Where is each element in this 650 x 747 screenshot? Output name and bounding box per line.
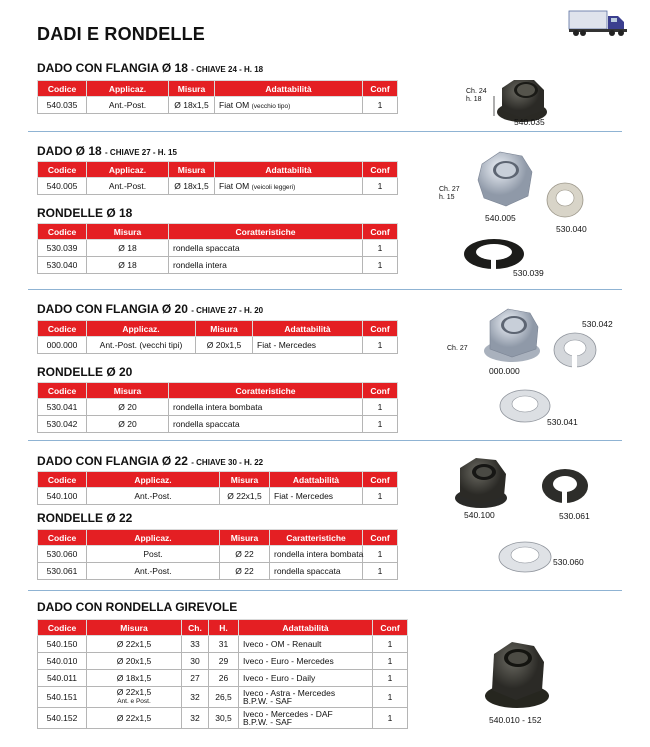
table-dado-flangia-22 [37, 471, 398, 505]
table-header-row: Codice Misura Coratteristiche Conf [38, 383, 398, 399]
product-code-label: 530.041 [547, 417, 578, 427]
table-row: 540.151 Ø 22x1,5 Ant. e Post. 32 26,5 Iveco - Astra - Mercedes B.P.W. - SAF 1 [38, 687, 408, 708]
product-code-label: 000.000 [489, 366, 520, 376]
table-dado-flangia-18 [37, 80, 398, 114]
section-title-dado-rondella-girevole: DADO CON RONDELLA GIREVOLE [37, 600, 238, 614]
table-row: 540.005 Ant.-Post. Ø 18x1,5 Fiat OM (veicoli leggeri) 1 [38, 178, 398, 195]
table-row: 540.100 Ant.-Post. Ø 22x1,5 Fiat - Mercedes 1 [38, 488, 398, 505]
section-divider [28, 590, 622, 591]
section-title-dado-flangia-22: DADO CON FLANGIA Ø 22 - CHIAVE 30 - H. 22 [37, 454, 264, 468]
section-divider [28, 289, 622, 290]
table-header-row: Codice Applicaz. Misura Caratteristiche Conf [38, 530, 398, 546]
table-row: 540.011 Ø 18x1,5 27 26 Iveco - Euro - Daily 1 [38, 670, 408, 687]
table-row: 540.010 Ø 20x1,5 30 29 Iveco - Euro - Mercedes 1 [38, 653, 408, 670]
table-row: 540.152 Ø 22x1,5 32 30,5 Iveco - Mercedes - DAF B.P.W. - SAF 1 [38, 708, 408, 729]
table-row: 540.150 Ø 22x1,5 33 31 Iveco - OM - Renault 1 [38, 636, 408, 653]
product-code-label: 540.100 [464, 510, 495, 520]
washer-photo [498, 387, 552, 425]
product-code-label: 540.005 [485, 213, 516, 223]
table-header-row: Codice Misura Ch. H. Adattabilità Conf [38, 620, 408, 636]
page-title: DADI E RONDELLE [37, 24, 206, 44]
split-washer-photo [552, 330, 598, 370]
table-rondelle-20 [37, 382, 398, 433]
table-row: 530.041 Ø 20 rondella intera bombata 1 [38, 399, 398, 416]
dimension-label: Ch. 27 h. 15 [439, 186, 460, 201]
product-code-label: 530.060 [553, 557, 584, 567]
table-row: 540.035 Ant.-Post. Ø 18x1,5 Fiat OM (vecchio tipo) 1 [38, 97, 398, 114]
table-row: 530.042 Ø 20 rondella spaccata 1 [38, 416, 398, 433]
split-washer-photo [540, 466, 590, 506]
section-title-rondelle-20: RONDELLE Ø 20 [37, 365, 133, 379]
truck-icon [568, 8, 630, 38]
product-code-label: 530.040 [556, 224, 587, 234]
flange-nut-photo [480, 305, 544, 365]
table-dado-rondella-girevole [37, 619, 408, 729]
table-row: 530.061 Ant.-Post. Ø 22 rondella spaccata 1 [38, 563, 398, 580]
table-row: 530.040 Ø 18 rondella intera 1 [38, 257, 398, 274]
section-title-dado-flangia-20: DADO CON FLANGIA Ø 20 - CHIAVE 27 - H. 20 [37, 302, 264, 316]
table-header-row: Codice Applicaz. Misura Adattabilità Conf [38, 321, 398, 337]
section-title-dado-flangia-18: DADO CON FLANGIA Ø 18 - CHIAVE 24 - H. 18 [37, 61, 264, 75]
product-code-label: 530.061 [559, 511, 590, 521]
swivel-washer-nut-photo [482, 636, 552, 710]
product-code-label: 540.010 - 152 [489, 715, 542, 725]
section-divider [28, 131, 622, 132]
table-row: 530.060 Post. Ø 22 rondella intera bombata 1 [38, 546, 398, 563]
product-code-label: 540.035 [514, 117, 545, 127]
washer-photo [497, 539, 553, 575]
table-row: 000.000 Ant.-Post. (vecchi tipi) Ø 20x1,5 Fiat - Mercedes 1 [38, 337, 398, 354]
product-code-label: 530.039 [513, 268, 544, 278]
flange-nut-photo [452, 454, 510, 510]
table-rondelle-22 [37, 529, 398, 580]
table-header-row: Codice Applicaz. Misura Adattabilità Conf [38, 162, 398, 178]
table-rondelle-18 [37, 223, 398, 274]
hex-nut-photo [474, 148, 536, 208]
split-washer-photo [462, 236, 526, 272]
table-dado-18 [37, 161, 398, 195]
dimension-label: Ch. 24 h. 18 [466, 88, 487, 103]
section-title-dado-18: DADO Ø 18 - CHIAVE 27 - H. 15 [37, 144, 177, 158]
table-header-row: Codice Applicaz. Misura Adattabilità Conf [38, 472, 398, 488]
product-code-label: 530.042 [582, 319, 613, 329]
dimension-label: Ch. 27 [447, 345, 468, 352]
section-title-rondelle-18: RONDELLE Ø 18 [37, 206, 133, 220]
section-title-rondelle-22: RONDELLE Ø 22 [37, 511, 133, 525]
table-row: 530.039 Ø 18 rondella spaccata 1 [38, 240, 398, 257]
washer-photo [545, 180, 585, 220]
section-divider [28, 440, 622, 441]
table-header-row: Codice Misura Coratteristiche Conf [38, 224, 398, 240]
table-header-row: Codice Applicaz. Misura Adattabilità Conf [38, 81, 398, 97]
table-dado-flangia-20 [37, 320, 398, 354]
